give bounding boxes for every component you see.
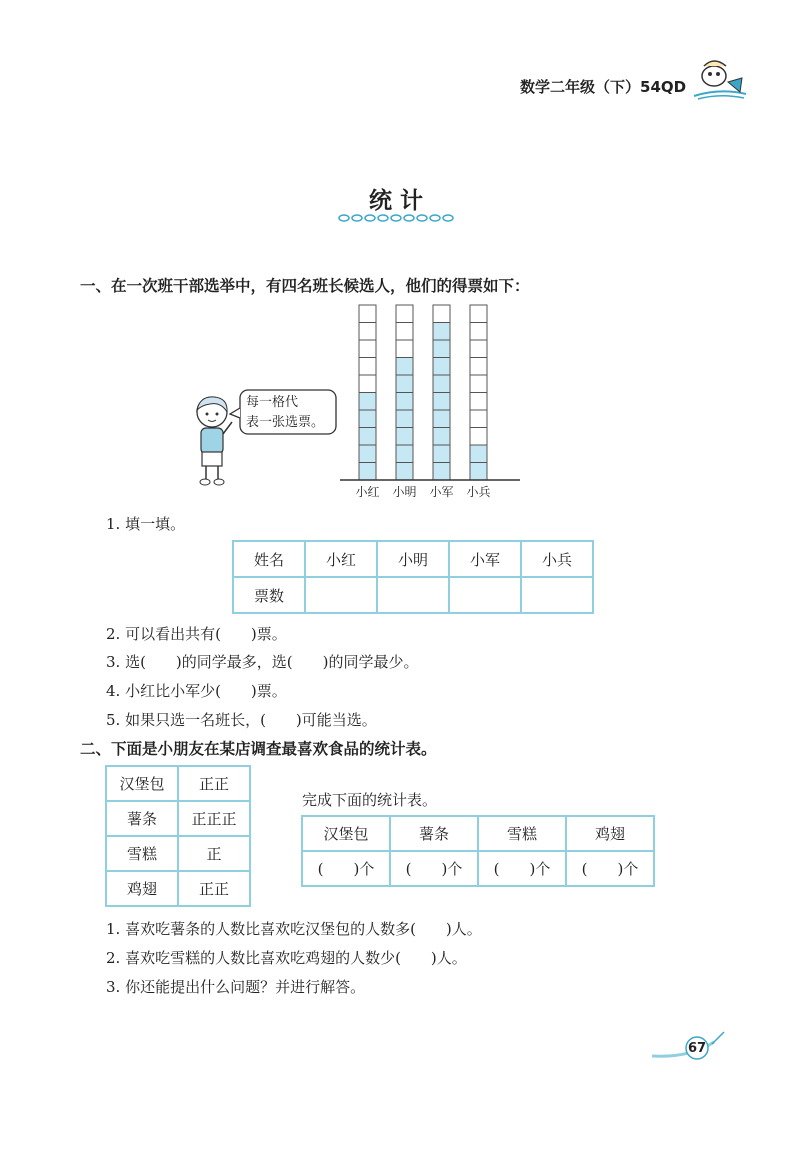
vote-cell-empty xyxy=(359,323,376,341)
vote-cell-filled xyxy=(433,323,450,341)
q4-text: 4. 小红比小军少( )票。 xyxy=(106,682,287,700)
q1-label: 1. 填一填。 xyxy=(106,515,186,533)
vote-cell-filled xyxy=(433,340,450,358)
food-count-field[interactable]: ( )个 xyxy=(478,851,566,886)
vote-cell-empty xyxy=(359,358,376,376)
page-title: 统计 xyxy=(369,188,431,214)
vote-column xyxy=(359,305,376,480)
vote-cell-filled xyxy=(359,428,376,446)
tally-row xyxy=(106,836,250,871)
tally-marks: 正 xyxy=(178,836,250,871)
page-number: 67 xyxy=(688,1041,707,1056)
food-count-field[interactable]: ( )个 xyxy=(302,851,390,886)
food-count-table xyxy=(301,815,655,887)
q3-text: 3. 选( )的同学最多，选( )的同学最少。 xyxy=(106,653,419,671)
vote-cell-empty xyxy=(359,375,376,393)
vote-cell-filled xyxy=(396,410,413,428)
tally-marks: 正正 xyxy=(178,766,250,801)
section2-title: 二、下面是小朋友在某店调查最喜欢食品的统计表。 xyxy=(80,740,437,758)
tally-marks: 正正 xyxy=(178,871,250,906)
vote-column xyxy=(433,305,450,480)
vote-category-label: 小兵 xyxy=(466,485,491,499)
tally-food: 薯条 xyxy=(106,801,178,836)
vote-cell-filled xyxy=(470,463,487,481)
vote-table-header-row xyxy=(233,541,593,577)
vote-cell-filled xyxy=(396,375,413,393)
s2-q2-text: 2. 喜欢吃雪糕的人数比喜欢吃鸡翅的人数少( )人。 xyxy=(106,949,467,967)
tally-food: 鸡翅 xyxy=(106,871,178,906)
header-text: 数学二年级（下）54QD xyxy=(520,78,687,96)
q2-text: 2. 可以看出共有( )票。 xyxy=(106,625,287,643)
vote-cell-filled xyxy=(396,463,413,481)
tally-row xyxy=(106,801,250,836)
mascot-logo-icon xyxy=(690,52,750,102)
vote-table-header-cell: 小红 xyxy=(305,541,377,577)
food-count-header-cell: 汉堡包 xyxy=(302,816,390,851)
vote-count-field[interactable] xyxy=(377,577,449,613)
vote-cell-filled xyxy=(396,358,413,376)
vote-cell-empty xyxy=(470,375,487,393)
vote-column xyxy=(470,305,487,480)
vote-table-answer-row xyxy=(233,577,593,613)
vote-cell-empty xyxy=(470,305,487,323)
vote-cell-filled xyxy=(359,393,376,411)
s2-q3-text: 3. 你还能提出什么问题？并进行解答。 xyxy=(106,978,366,996)
vote-category-label: 小明 xyxy=(392,485,417,499)
vote-cell-empty xyxy=(470,428,487,446)
vote-cell-empty xyxy=(396,323,413,341)
section1-title: 一、在一次班干部选举中，有四名班长候选人，他们的得票如下： xyxy=(80,277,530,295)
vote-cell-empty xyxy=(470,323,487,341)
vote-count-field[interactable] xyxy=(521,577,593,613)
vote-cell-filled xyxy=(396,445,413,463)
tally-food: 雪糕 xyxy=(106,836,178,871)
vote-cell-filled xyxy=(433,375,450,393)
food-count-field[interactable]: ( )个 xyxy=(566,851,654,886)
vote-cell-empty xyxy=(470,393,487,411)
vote-cell-filled xyxy=(470,445,487,463)
q5-text: 5. 如果只选一名班长，( )可能当选。 xyxy=(106,711,377,729)
vote-table-header-cell: 小军 xyxy=(449,541,521,577)
food-count-header-row xyxy=(302,816,654,851)
speech-line-1: 每一格代 xyxy=(246,395,299,410)
vote-table-header-cell: 小兵 xyxy=(521,541,593,577)
food-count-answer-row xyxy=(302,851,654,886)
vote-cell-empty xyxy=(470,358,487,376)
s2-q1-text: 1. 喜欢吃薯条的人数比喜欢吃汉堡包的人数多( )人。 xyxy=(106,920,482,938)
vote-cell-filled xyxy=(433,463,450,481)
vote-cell-filled xyxy=(396,428,413,446)
food-count-header-cell: 薯条 xyxy=(390,816,478,851)
vote-chart xyxy=(340,300,520,510)
vote-cell-filled xyxy=(359,410,376,428)
tally-row xyxy=(106,871,250,906)
vote-cell-filled xyxy=(433,410,450,428)
vote-category-label: 小红 xyxy=(355,485,380,499)
vote-table-row-label: 票数 xyxy=(233,577,305,613)
food-count-header-cell: 雪糕 xyxy=(478,816,566,851)
vote-count-field[interactable] xyxy=(449,577,521,613)
vote-table xyxy=(232,540,594,614)
speech-line-2: 表一张选票。 xyxy=(246,415,325,430)
vote-count-field[interactable] xyxy=(305,577,377,613)
vote-cell-filled xyxy=(396,393,413,411)
vote-cell-empty xyxy=(470,340,487,358)
tally-food: 汉堡包 xyxy=(106,766,178,801)
vote-cell-empty xyxy=(396,305,413,323)
complete-label: 完成下面的统计表。 xyxy=(302,791,438,809)
vote-table-header-cell: 姓名 xyxy=(233,541,305,577)
tally-table xyxy=(105,765,251,907)
tally-row xyxy=(106,766,250,801)
vote-cell-empty xyxy=(396,340,413,358)
vote-cell-filled xyxy=(359,445,376,463)
vote-category-label: 小军 xyxy=(429,485,454,499)
vote-cell-empty xyxy=(470,410,487,428)
vote-cell-empty xyxy=(433,305,450,323)
title-decoration xyxy=(336,212,460,224)
tally-marks: 正正正 xyxy=(178,801,250,836)
vote-table-header-cell: 小明 xyxy=(377,541,449,577)
vote-column xyxy=(396,305,413,480)
vote-cell-empty xyxy=(359,305,376,323)
food-count-field[interactable]: ( )个 xyxy=(390,851,478,886)
vote-cell-filled xyxy=(433,428,450,446)
vote-cell-filled xyxy=(433,393,450,411)
vote-cell-empty xyxy=(359,340,376,358)
vote-cell-filled xyxy=(359,463,376,481)
vote-cell-filled xyxy=(433,445,450,463)
vote-cell-filled xyxy=(433,358,450,376)
food-count-header-cell: 鸡翅 xyxy=(566,816,654,851)
